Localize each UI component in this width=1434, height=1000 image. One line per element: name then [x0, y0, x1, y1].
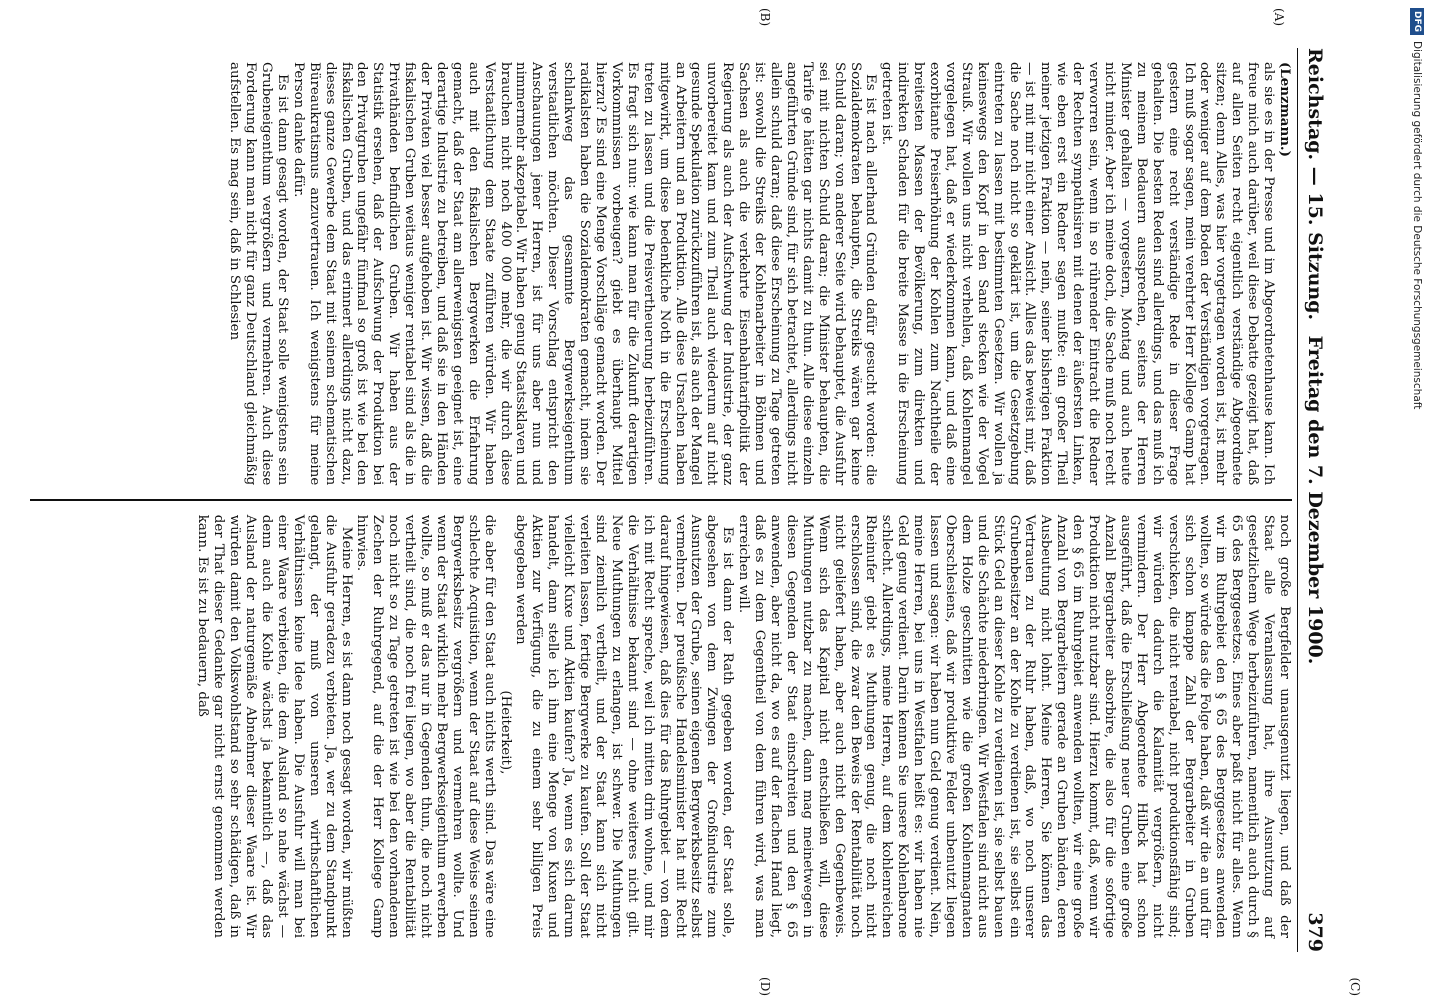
margin-letter-a: (A) — [1272, 8, 1286, 27]
speaker-name: (Lenzmann.) — [1277, 62, 1293, 157]
interjection: (Heiterkeit), — [497, 690, 513, 775]
paragraph: Es ist dann der Rath gegeben worden, der Staat solle, abgesehen von dem Zwingen der Großindustrie zum Ausnutzen der Grube, seinen eigenen Bergwerksbesitz selbst vermehren. Der preußische Handelsminister hat mit Recht darauf hingewiesen, daß dies für das Ruhrgebiet — von dem ich mit Recht spreche, weil ich mitten drin wohne, und mir die Verhältnisse bekannt sind — ohne weiteres nicht gilt. Neue Muthungen zu erlangen, ist schwer. Die Muthungen sind ziemlich vertheilt, und der Staat kann sich nicht verleiten lassen, fertige Bergwerke zu kaufen. Soll der Staat vielleicht Kuxe und Aktien kaufen? Ja, wenn es sich darum handelt, dann stelle ich ihm eine Menge von Kuxen und Aktien zur Verfügung, die zu einem sehr billigen Preis abgegeben werden — [513, 514, 736, 938]
header-date: Freitag den 7. Dezember 1900. — [1304, 335, 1326, 665]
paragraph: noch große Bergfelder unausgenutzt liegen, und daß der Staat alle Veranlassung hat, ihre Ausnutzung auf gesetzlichem Wege herbeizuführen, namentlich auch durch § 65 des Berggesetzes. Eines aber paßt nicht für alles. Wenn wir im Ruhrgebiet den § 65 des Berggesetzes anwenden wollten, so würde das die Folge haben, daß wir die an und für sich schon knappe Zahl der Bergarbeiter in Gruben verschicken, die nicht rentabel, nicht produktionsfähig sind; wir würden dadurch die Kalamität vergrößern, nicht vermindern. Der Herr Abgeordnete Hilbck hat schon ausgeführt, daß die Erschließung neuer Gruben eine große Anzahl Bergarbeiter absorbire, die also für die sofortige Produktion nicht nutzbar sind. Hierzu kommt, daß, wenn wir den § 65 im Ruhrgebiet anwenden wollten, wir eine große Anzahl von Bergarbeitern gerade an Gruben bänden, deren Ausbeutung nicht lohnt. Meine Herren, Sie können das Vertrauen zu der Ruhr haben, daß, wo noch unserer Grubenbesitzer an der Kohle zu verdienen ist, sie selbst ein Stück Geld an dieser Kohle zu verdienen ist, sie selbst bauen und die Schächte niederbringen. Wir Westfalen sind nicht aus dem Holze geschnitten wie die großen Kohlenmagnaten Oberschlesiens, daß wir produktive Felder unbenutzt liegen lassen und sagen: wir haben nun Geld genug verdient. Nein, meine Herren, bei uns in Westfalen heißt es: wir haben nie Geld genug verdient. Darin kennen Sie unsere Kohlenbarone schlecht. Allerdings, meine Herren, auf dem kohlenreichen Rheinufer giebt es Muthungen genug, die noch nicht erschlossen sind, die zwar den Beweis der Rentabilität noch nicht geliefert haben, aber auch nicht den Gegenbeweis. Wenn sich das Kapital nicht entschließen will, diese Muthungen nutzbar zu machen, dann mag meinetwegen in diesen Gegenden der Staat einschreiten und den § 65 anwenden, aber nicht da, wo es auf der flachen Hand liegt, daß es zu dem Gegentheil von dem führen wird, was man erreichen will. — [736, 514, 1292, 938]
paragraph: Es ist dann gesagt worden, der Staat solle wenigstens sein Grubeneigenthum vergrößern und vermehren. Auch diese Forderung kann man nicht für ganz Deutschland gleichmäßig aufstellen. Es mag sein, daß in Schlesien — [227, 62, 290, 486]
paragraph: Meine Herren, es ist dann noch gesagt worden, wir müßten die Ausfuhr geradezu verbieten. Ja, wer zu dem Standpunkt gelangt, der muß von unseren wirthschaftlichen Verhältnissen keine Idee haben. Die Ausfuhr will man bei einer Waare verbieten, die dem Ausland so nahe wächst — denn auch die Kohle wächst ja bekanntlich —, daß das Ausland der naturgemäße Abnehmer dieser Waare ist. Wir würden damit den Volkswohlstand so sehr schädigen, daß in der That dieser Gedanke gar nicht ernst genommen werden kann. Es ist zu bedauern, daß — [195, 514, 354, 938]
header-left: Reichstag. — 15. Sitzung. — [1304, 48, 1326, 321]
paragraph: als sie es in der Presse und im Abgeordnetenhause kann. Ich freue mich auch darüber, weil diese Debatte gezeigt hat, daß auf allen Seiten recht eigentlich verständige Abgeordnete sitzen; denn Alles, was hier vorgetragen worden ist, ist mehr oder weniger auf dem Boden der Verständigen vorgetragen. Ich muß sogar sagen, mein verehrter Herr Kollege Gamp hat gestern eine recht verständige Rede in dieser Frage gehalten. Die besten Reden sind allerdings, und das muß ich zu meinem Bedauern aussprechen, seitens der Herren Minister gehalten — vorgestern, Montag und auch heute nicht minder. Aber ich meine doch, die Sache muß noch recht verworren sein, wenn in so rührender Eintracht die Redner der Rechten sympathisiren mit denen der äußersten Linken, wie eben erst ein Redner sagen mußte: ein großer Theil meiner jetzigen Fraktion — nein, seiner bisherigen Fraktion — ist mit mir nicht einer Ansicht. Alles das beweist mir, daß die Sache noch nicht so geklärt ist, um die Gesetzgebung eintreten zu lassen mit bestimmten Gesetzen. Wir wollen ja keineswegs den Kopf in den Sand stecken wie der Vogel Strauß. Wir wollen uns nicht verhehlen, daß Kohlenmangel vorgelegen hat, daß er wiederkommen kann, und daß eine exorbitante Preiserhöhung der Kohlen zum Nachtheile der breitesten Massen der Bevölkerung, zum direkten und indirekten Schaden für die breite Masse in die Erscheinung getreten ist. — [879, 62, 1277, 486]
paragraph: die aber für den Staat auch nichts werth sind. Das wäre eine schlechte Acquisition, wenn der Staat auf diese Weise seinen Bergwerksbesitz vergrößern und vermehren wollte. Und wenn der Staat wirklich mehr Bergwerkseigenthum erwerben wollte, so muß er das nur in Gegenden thun, die noch nicht vertheilt sind, die noch frei liegen, wo aber die Rentabilität noch nicht so zu Tage getreten ist wie bei den vorhandenen Zechen der Ruhrgegend, auf die der Herr Kollege Gamp hinwies. — [354, 514, 497, 938]
paragraph: Es ist nach allerhand Gründen dafür gesucht worden: die Sozialdemokraten behaupten, die Streiks wären gar keine Schuld daran; von anderer Seite wird behauptet, die Ausfuhr sei mit nichten Schuld daran; die Minister behaupten, die Tarife ge hätten gar nichts damit zu thun. Alle diese einzeln angeführten Gründe sind, für sich betrachtet, allerdings nicht allein schuld daran; daß diese Erscheinung zu Tage getreten ist: sowohl die Streiks der Kohlenarbeiter in Böhmen und Sachsen als auch die verkehrte Eisenbahntarifpolitik der Regierung als auch der Aufschwung der Industrie, der ganz unvorbereitet kam und zum Theil auch wiederum auf nicht gesunde Spekulation zurückzuführen ist, als auch der Mangel an Arbeitern und an Produktion. Alle diese Ursachen haben mitgewirkt, um diese bedenkliche Noth in die Erscheinung treten zu lassen und die Preisvertheuerung herbeizuführen. Es fragt sich nun: wie kann man für die Zukunft derartigen Vorkommnissen vorbeugen? giebt es überhaupt Mittel hierzu? Es sind eine Menge Vorschläge gemacht worden. Der radikalsten haben die Sozialdemokraten gemacht, indem sie schlankweg das gesammte Bergwerkseigenthum verstaatlichen möchten. Dieser Vorschlag entspricht den Anschauungen jener Herren, ist für uns aber nun und nimmermehr akzeptabel. Wir haben genug Staatssklaven und brauchen nicht noch 400 000 mehr, die wir durch diese Verstaatlichung dem Staate zuführen würden. Wir haben auch mit den fiskalischen Bergwerken die Erfahrung gemacht, daß der Staat am allerwenigsten geeignet ist, eine derartige Industrie zu betreiben, und daß sie in den Händen der Privaten viel besser aufgehoben ist. Wir wissen, daß die fiskalischen Gruben weitaus weniger rentabel sind als die in Privathänden befindlichen Gruben. Wir haben aus der Statistik ersehen, daß der Aufschwung der Produktion bei den Privatgruben ungefähr fünfmal so groß ist wie bei den fiskalischen Gruben, und das erinnert allerdings nicht dazu, dieses ganze Gewerbe dem Staat mit seinem schematischen Büreaukratismus anzuvertrauen. Ich wenigstens für meine Person danke dafür. — [290, 62, 879, 486]
page-number: 379 — [1304, 912, 1326, 952]
credit-text: Digitalisierung gefördert durch die Deutsche Forschungsgemeinschaft — [1411, 41, 1423, 410]
left-column — [30, 8, 1293, 499]
margin-letter-b: (B) — [758, 8, 772, 27]
page-header — [1297, 48, 1332, 952]
margin-letter-d: (D) — [758, 977, 772, 996]
margin-letter-c: (C) — [1348, 977, 1362, 996]
digitization-credit — [1406, 8, 1428, 992]
dfg-logo: DFG — [1410, 8, 1424, 35]
